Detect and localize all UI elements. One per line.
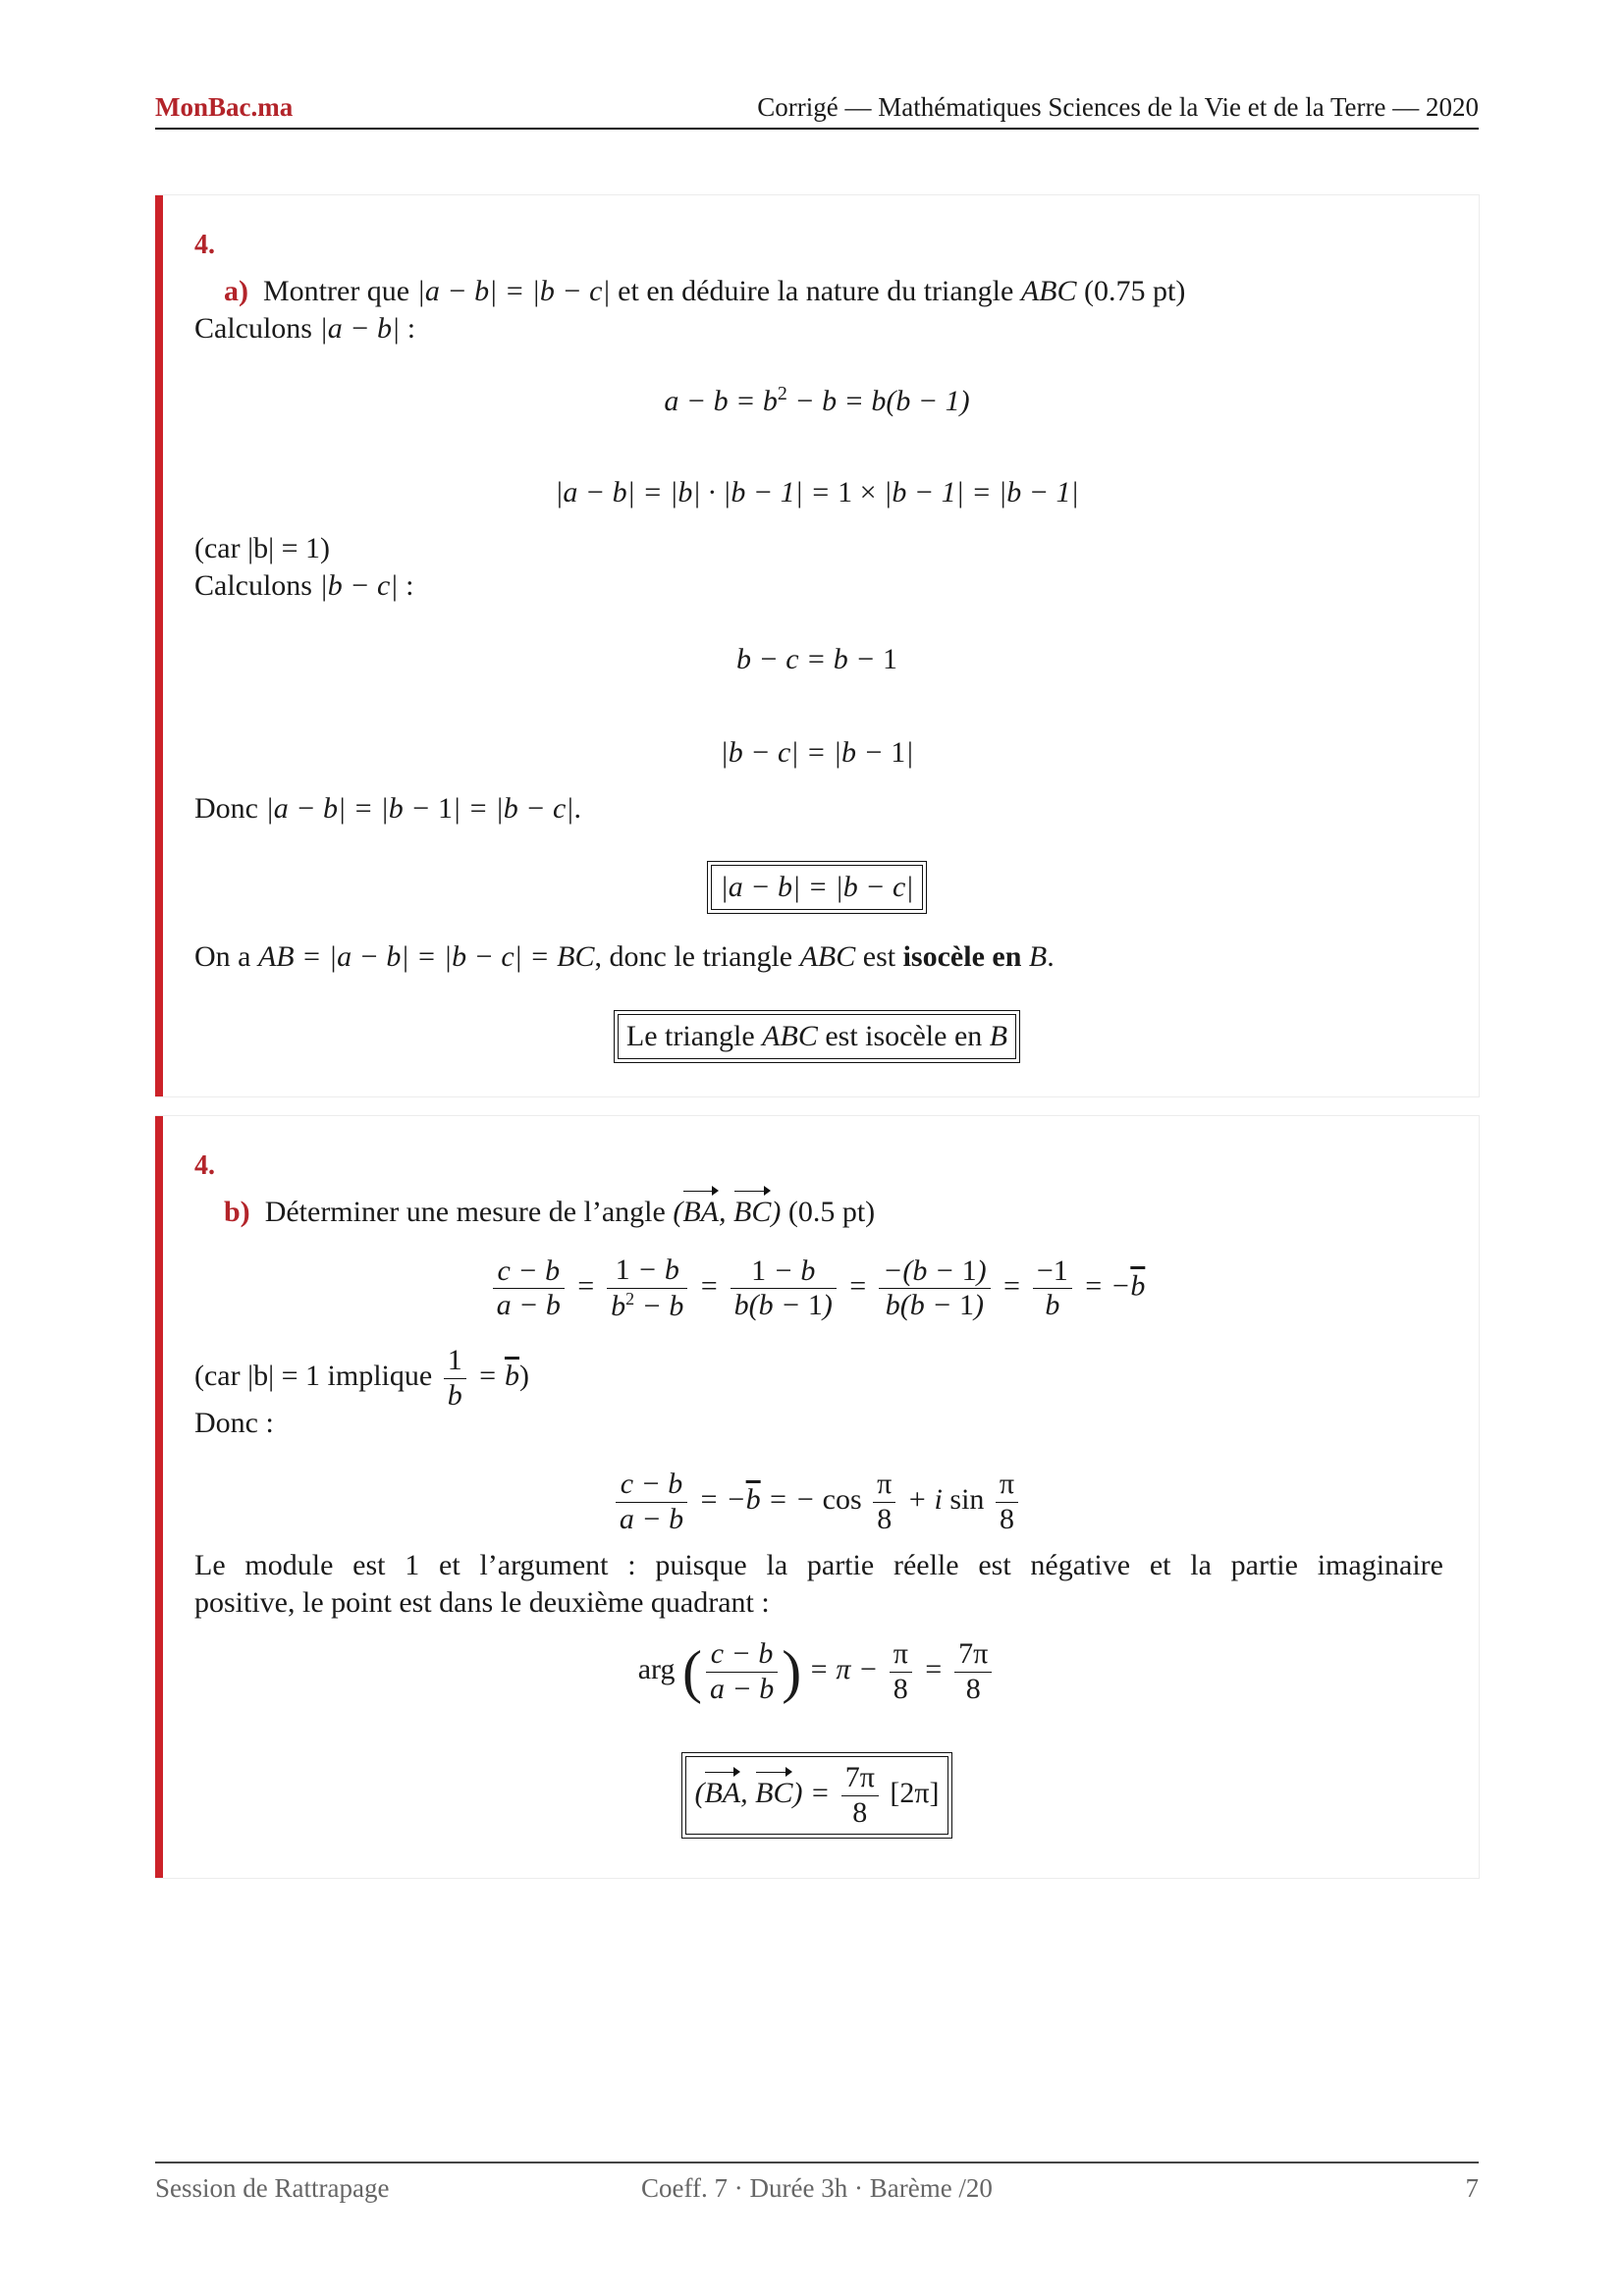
footer-details: Coeff. 7 · Durée 3h · Barème /20: [641, 2173, 993, 2203]
equation-polar: $\frac{c - b}{a - b}$ = $-\overline{b}$ = − cos $\frac{\pi}{8}$ + i sin $\frac{\pi}{8}$: [155, 1468, 1479, 1536]
fraction-chain: $\frac{c - b}{a - b}$ = $\frac{1 - b}{b^2 - b}$ = $\frac{1 - b}{b(b - 1)}$ = $\frac{-(b - 1)}{b(b - 1)}$ = $\frac{-1}{b}$ = $-\overline{b}$: [155, 1254, 1479, 1323]
equation-arg: arg ( $\frac{c - b}{a - b}$ ) = π − $\frac{\pi}{8}$ = $\frac{7\pi}{8}$: [155, 1636, 1479, 1707]
page-header: [155, 86, 1479, 130]
conclusion-line: On a AB = |a − b| = |b − c| = BC, donc le triangle ABC est isocèle en B.: [194, 940, 1055, 973]
equation-2: |a − b| = |b| · |b − 1| = 1 × |b − 1| = |b − 1|: [555, 476, 1079, 508]
exercise-box-b: [155, 1115, 1480, 1879]
note-1: (car |b| = 1): [194, 532, 331, 564]
donc-b: Donc :: [194, 1407, 274, 1439]
note-b: (car |b| = 1 implique $\frac{1}{b}$ = $\overline{b}$): [194, 1344, 529, 1412]
exercise-number: 4.: [194, 230, 215, 260]
document-title: Corrigé — Mathématiques Sciences de la Vie et de la Terre — 2020: [757, 92, 1479, 122]
page-footer: [155, 2162, 1479, 2222]
donc-line: Donc |a − b| = |b − 1| = |b − c|.: [194, 792, 582, 825]
calc-line-2: Calculons |b − c| :: [194, 569, 414, 602]
question-a: a) Montrer que |a − b| = |b − c| et en déduire la nature du triangle ABC (0.75 pt): [224, 275, 1186, 307]
part-label: b): [224, 1196, 250, 1228]
equation-4: |b − c| = |b − 1|: [720, 736, 914, 769]
math-inline: |a − b| = |b − c|: [416, 275, 611, 307]
brand-logo-text: MonBac.ma: [155, 92, 294, 122]
equation-1: $a - b = b^2 - b = b(b - 1)$: [664, 383, 970, 417]
part-label: a): [224, 275, 248, 307]
boxed-result-1: |a − b| = |b − c|: [155, 861, 1479, 914]
page-number: 7: [1465, 2173, 1479, 2203]
boxed-result-3: (BA, BC) = $\frac{7\pi}{8}$ [2π]: [155, 1752, 1479, 1839]
calc-line-1: Calculons |a − b| :: [194, 312, 416, 345]
module-text-1: Le module est 1 et l’argument : puisque la partie réelle est négative et la partie imaginaire: [194, 1549, 1443, 1581]
equation-3: b − c = b − 1: [735, 643, 898, 675]
exercise-box-a: [155, 194, 1480, 1097]
module-text-2: positive, le point est dans le deuxième quadrant :: [194, 1586, 770, 1619]
footer-session: Session de Rattrapage: [155, 2173, 390, 2203]
exercise-number: 4.: [194, 1150, 215, 1181]
boxed-result-2: Le triangle ABC est isocèle en B: [155, 1010, 1479, 1063]
question-b: b) Déterminer une mesure de l’angle (BA, BC) (0.5 pt): [224, 1196, 876, 1228]
